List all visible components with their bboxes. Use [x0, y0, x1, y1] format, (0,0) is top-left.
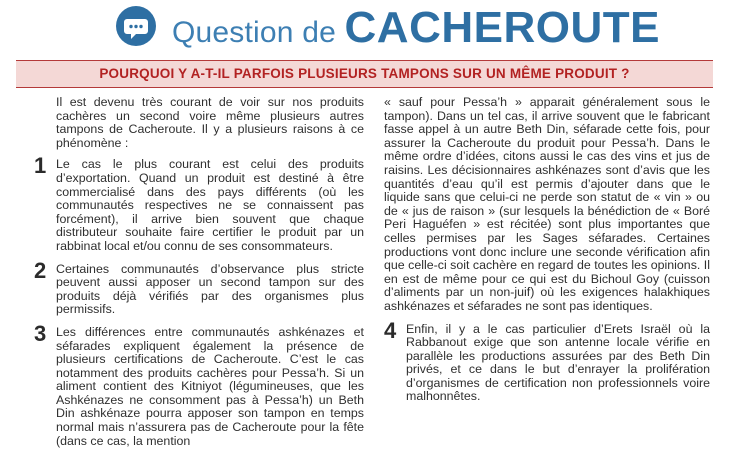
question-banner: [16, 60, 713, 88]
item-text: Enfin, il y a le cas particulier d’Erets Israël où la Rabbanout exige que son antenne locale vérifie en parallèle les productions assurées par des Beth Din privés, et ce dans le but d’enrayer la prolifération d’organismes de certification non professionnels voire malhonnêtes.: [406, 321, 710, 404]
item-text: Les différences entre communautés ashkénazes et séfarades expliquent également la présence de plusieurs certifications de Cacheroute. C’est le cas notamment des produits cachères pour Pessa’h. Si un aliment contient des Kitniyot (légumineuses, que les Ashkénazes ne consomment pas à Pessa’h) un Beth Din ashkénaze pourra apposer son tampon en temps normal mais n’assurera pas de Cacheroute pour la fête (dans ce cas, la mention: [56, 324, 364, 448]
header: [0, 0, 730, 56]
left-column: [34, 96, 364, 457]
item-text: Le cas le plus courant est celui des produits d’exportation. Quand un produit est destiné à être commercialisé dans des pays différents (où les communautés respectives ne se connaissent pas forcément), il arrive bien souvent que chaque distributeur souhaite faire certifier le produit par un rabbinat local et/ou connu de ses consommateurs.: [56, 157, 364, 253]
title-light-text: Question de: [172, 16, 345, 49]
item-text: Certaines communautés d’observance plus stricte peuvent aussi apposer un second tampon sur des produits déjà vérifiés par des organismes plus permissifs.: [56, 261, 364, 317]
right-column: [384, 96, 710, 413]
page-title: [172, 2, 660, 54]
item-number: 1: [34, 153, 47, 179]
chat-bubble-icon: [113, 4, 159, 50]
list-item: [34, 257, 364, 317]
title-bold-text: CACHEROUTE: [344, 3, 660, 52]
item-number: 2: [34, 257, 47, 283]
question-text: POURQUOI Y A-T-IL PARFOIS PLUSIEURS TAMPONS SUR UN MÊME PRODUIT ?: [99, 66, 630, 81]
continuation-paragraph: « sauf pour Pessa’h » apparait généralement sous le tampon). Dans un tel cas, il arrive souvent que le fabricant fasse appel à un autre Beth Din, séfarade cette fois, pour assurer la Cacheroute du produit pour Pessa’h. Dans le même ordre d’idées, citons aussi le cas des vins et jus de raisins. Les décisionnaires ashkénazes sont d’avis que les quantités d’eau qu’il est permis d’ajouter dans que le liquide sans que celui-ci ne perde son statut de « vin » ou de « jus de raison » (sur lesquels la bénédiction de « Boré Peri Haguéfen » est récitée) sont plus importantes que celles permises par les Sages séfarades. Certaines productions vont donc inclure une seconde vérification afin que celle-ci soit cachère en regard de toutes les opinions. Il en est de même pour ce qui est du Bichoul Goy (cuisson d’aliments par un non-juif) où les exigences halakhiques ashkénazes et séfarades ne sont pas identiques.: [384, 95, 710, 313]
list-item: [34, 320, 364, 448]
item-number: 4: [384, 317, 397, 343]
intro-paragraph: Il est devenu très courant de voir sur nos produits cachères un second voire même plusieurs autres tampons de Cacheroute. Il y a plusieurs raisons à ce phénomène :: [56, 95, 364, 150]
list-item: [34, 153, 364, 253]
list-item: [384, 317, 710, 405]
item-number: 3: [34, 320, 47, 346]
